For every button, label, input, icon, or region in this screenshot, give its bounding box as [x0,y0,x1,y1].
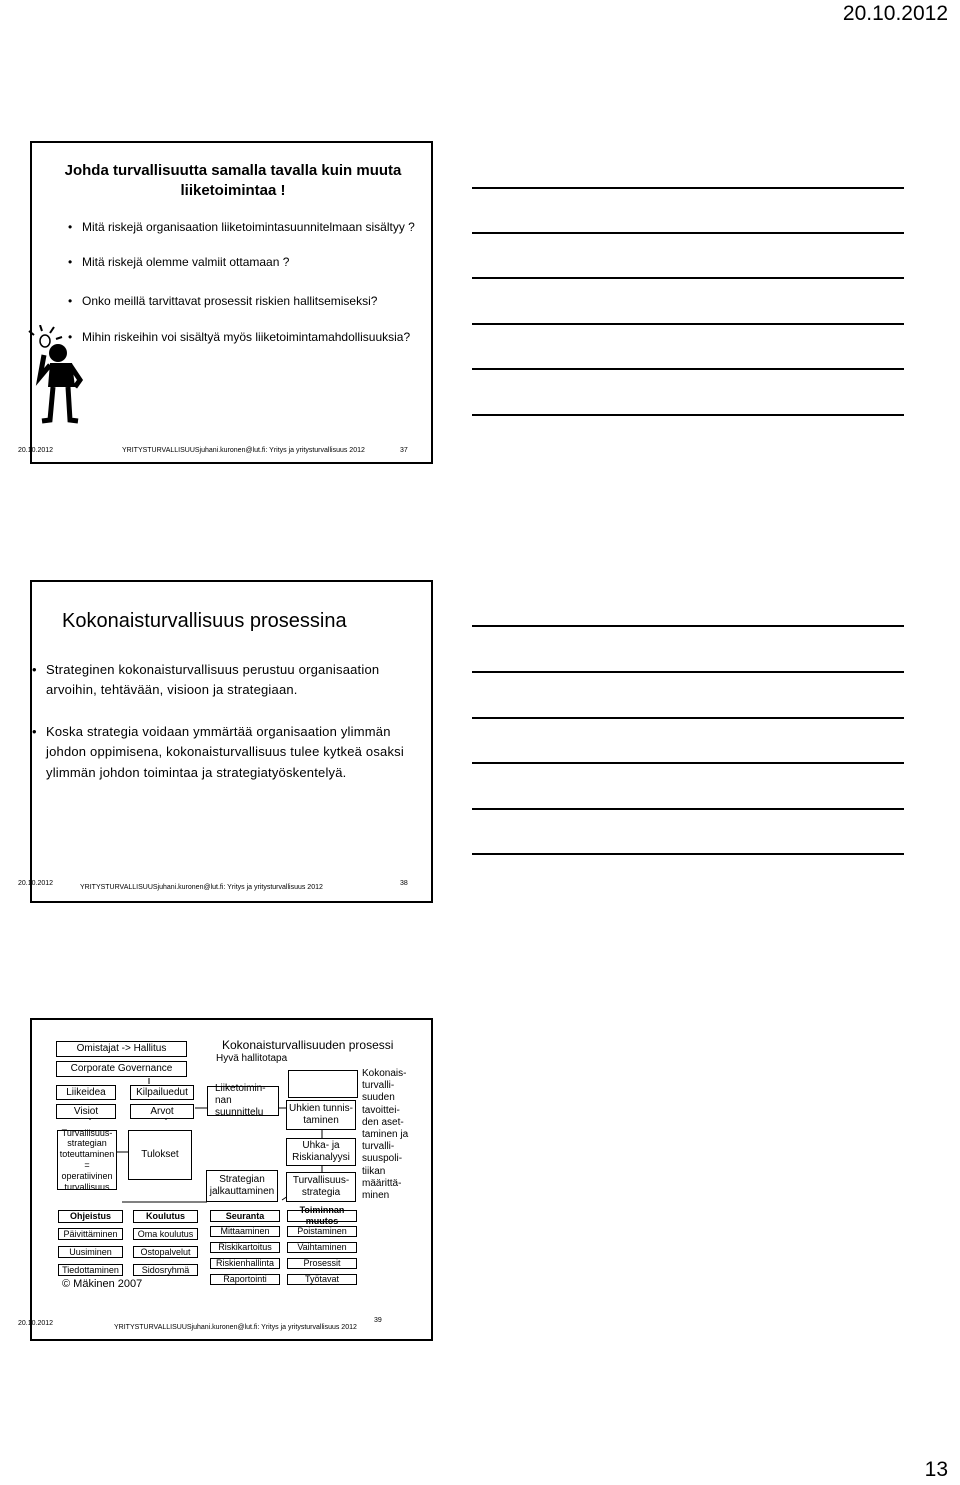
box-liiketoiminnan-suunnittelu: Liiketoimin- nan suunnittelu [207,1086,279,1116]
bullet-list [66,219,426,346]
note-line [472,717,904,719]
slide-footer-date: 20.10.2012 [18,1320,54,1327]
table-cell: Riskienhallinta [210,1258,280,1269]
bullet-item: • Mitä riskejä organisaation liiketoimintasuunnitelmaan sisältyy ? [66,219,426,236]
col-toiminnan-muutos [287,1205,357,1285]
note-line [472,625,904,627]
note-line [472,277,904,279]
thinking-figure-icon [20,325,90,425]
box-omistajat: Omistajat -> Hallitus [56,1041,187,1057]
bullet-item: • Mihin riskeihin voi sisältyä myös liiketoimintamahdollisuuksia? [66,329,426,346]
box-strategian-jalkauttaminen: Strategian jalkauttaminen [206,1170,278,1202]
col-koulutus [133,1210,198,1276]
table-cell: Uusiminen [58,1246,123,1258]
box-uhkien-tunnistaminen: Uhkien tunnis- taminen [286,1100,356,1130]
box-visiot: Visiot [56,1104,116,1119]
box-liikeidea: Liikeidea [56,1085,116,1100]
table-header: Koulutus [133,1210,198,1223]
note-line [472,187,904,189]
slide-number: 37 [400,447,408,454]
table-cell: Raportointi [210,1274,280,1285]
bullet-item: • Mitä riskejä olemme valmiit ottamaan ? [66,254,426,271]
note-line [472,808,904,810]
slide-number: 38 [400,880,408,887]
table-cell: Oma koulutus [133,1228,198,1240]
table-cell: Tiedottaminen [58,1264,123,1276]
box-turvallisuusstrategia: Turvallisuus- strategia [286,1172,356,1202]
note-line [472,323,904,325]
slide-39 [18,1018,433,1341]
copyright: © Mäkinen 2007 [62,1278,143,1290]
note-line [472,368,904,370]
slide-37 [18,141,433,464]
diagram-title: Kokonaisturvallisuuden prosessi [222,1038,394,1052]
note-line [472,762,904,764]
page-date: 20.10.2012 [842,2,948,25]
table-header: Ohjeistus [58,1210,123,1223]
col-ohjeistus [58,1210,123,1276]
table-cell: Riskikartoitus [210,1242,280,1253]
slide-38 [18,580,433,903]
table-cell: Poistaminen [287,1226,357,1237]
bullet-item: • Strateginen kokonaisturvallisuus perustuu organisaation arvoihin, tehtävään, visioon ja strategiaan. [30,660,412,700]
table-cell: Vaihtaminen [287,1242,357,1253]
table-header: Seuranta [210,1210,280,1222]
table-cell: Sidosryhmä [133,1264,198,1276]
table-header: Toiminnan muutos [287,1210,357,1222]
note-line [472,232,904,234]
note-line [472,671,904,673]
table-cell: Työtavat [287,1274,357,1285]
box-corporate-governance: Corporate Governance [56,1061,187,1077]
box-uhka-riskianalyysi: Uhka- ja Riskianalyysi [286,1138,356,1166]
diagram-subtitle: Hyvä hallitotapa [216,1053,288,1064]
slide-number: 39 [374,1317,382,1324]
slide-title: Kokonaisturvallisuus prosessina [62,610,347,632]
bullet-list [30,660,412,783]
slide-footer-date: 20.10.2012 [18,447,54,454]
bullet-item: • Koska strategia voidaan ymmärtää organisaation ylimmän johdon oppimisena, kokonaisturvallisuus tulee kytkeä osaksi ylimmän johdon toimintaa ja strategiatyöskentelyä. [30,722,412,782]
bullet-item: • Onko meillä tarvittavat prosessit riskien hallitsemiseksi? [66,293,426,310]
slide-footer-text: YRITYSTURVALLISUUSjuhani.kuronen@lut.fi: Yritys ja yritysturvallisuus 2012 [114,1324,357,1331]
table-cell: Ostopalvelut [133,1246,198,1258]
page-number: 13 [924,1458,948,1481]
note-line [472,853,904,855]
box-kilpailuedut: Kilpailuedut [130,1085,194,1100]
box-tulokset: Tulokset [128,1130,192,1180]
box-trend-chart [288,1070,358,1098]
table-cell: Mittaaminen [210,1226,280,1237]
box-arvot: Arvot [130,1104,194,1119]
slide-footer-text: YRITYSTURVALLISUUSjuhani.kuronen@lut.fi: Yritys ja yritysturvallisuus 2012 [122,447,365,454]
side-text: Kokonais- turvalli- suuden tavoittei- den aset- taminen ja turvalli- suuspoli- tiikan määrittä- minen [362,1068,409,1201]
table-cell: Päivittäminen [58,1228,123,1240]
table-cell: Prosessit [287,1258,357,1269]
note-line [472,414,904,416]
slide-title: Johda turvallisuutta samalla tavalla kuin muuta liiketoimintaa ! [64,162,402,200]
slide-footer-text: YRITYSTURVALLISUUSjuhani.kuronen@lut.fi: Yritys ja yritysturvallisuus 2012 [80,884,323,891]
col-seuranta [210,1210,280,1285]
slide-footer-date: 20.10.2012 [18,880,54,887]
box-toteuttaminen: Turvallisuus- strategian toteuttaminen = operatiivinen turvallisuus [57,1130,117,1190]
